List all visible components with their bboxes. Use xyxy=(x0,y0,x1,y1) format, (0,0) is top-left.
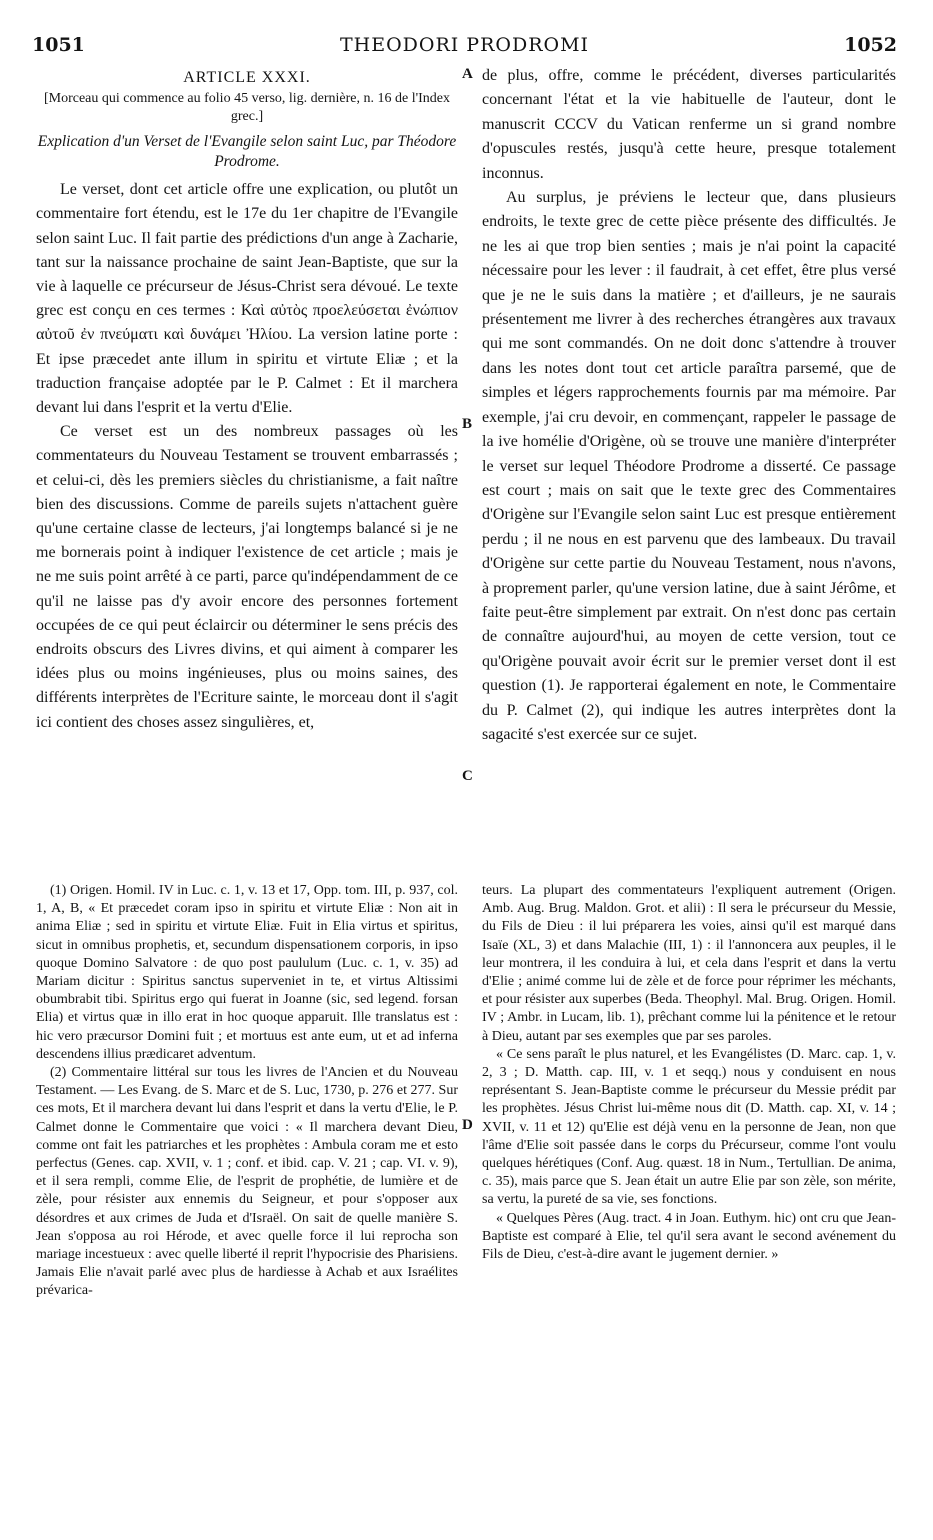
right-paragraph-2: Au surplus, je préviens le lecteur que, dans plusieurs endroits, le texte grec de cette pièce présente des difficultés. Je ne les ai que trop bien senties ; mais je n'ai point la capacité nécessaire pour les lever : il faudrait, à cet effet, être plus versé que je ne le suis dans la matière ; et d'ailleurs, je ne saurais présentement me livrer à des recherches étrangères aux travaux qui me sont commandés. On ne doit donc s'attendre à trouver dans les notes dont tout cet article paraîtra parsemé, que de simples et légers rapprochements fournis par ma mémoire. Par exemple, j'ai cru devoir, en commençant, rappeler le passage de la ive homélie d'Origène, où se trouve une manière d'interpréter le verset sur lequel Théodore Prodrome a disserté. Ce passage est court ; mais on sait que le texte grec des Commentaires d'Origène sur l'Evangile selon saint Luc est presque entièrement perdu ; il ne nous en est parvenu que des lambeaux. Du travail d'Origène sur cette partie du Nouveau Testament, nous n'avons, à proprement parler, qu'une version latine, due à saint Jérôme, et faite peut-être simplement par extrait. On n'est donc pas certain de connaître aujourd'hui, au moyen de cette version, tout ce qu'Origène pouvait avoir écrit sur le premier verset dont il est question (1). Je rapporterai également en note, le Commentaire du P. Calmet (2), qui indique les autres interprètes dont la sagacité s'est exercée sur ce sujet. xyxy=(482,189,896,743)
right-paragraph-1: de plus, offre, comme le précédent, diverses particularités concernant l'état et la vie habituelle de l'auteur, dont le manuscrit CCCV du Vatican renferme un si grand nombre d'opuscules restés, jusqu'à cette heure, presque totalement inconnus. xyxy=(482,67,896,182)
margin-letter-c: C xyxy=(462,768,473,784)
footnote-2-paragraph-3: « Quelques Pères (Aug. tract. 4 in Joan. Euthym. hic) ont cru que Jean-Baptiste est comparé à Elie, tel qu'il sera avant le second avénement du Fils de Dieu, c'est-à-dire avant le jugement dernier. » xyxy=(482,1210,896,1263)
left-main-column xyxy=(36,66,458,735)
right-footnotes xyxy=(482,882,896,1264)
footnote-2-continued: teurs. La plupart des commentateurs l'expliquent autrement (Origen. Amb. Aug. Brug. Maldon. Grot. et alii) : Il sera le précurseur du Messie, du Fils de Dieu : il lui préparera les voies, ainsi qu'il est marqué dans Isaïe (XL, 3) et dans Malachie (III, 1) : il l'annoncera aux peuples, il le leur montrera, il les conduira à lui, et cela dans l'esprit et dans la vertu d'Elie ; animé comme lui de zèle et de force pour réprimer les méchants, et pour résister aux superbes (Beda. Theophyl. Mal. Brug. Origen. Homil. IV ; Ambr. in Lucam, lib. 1), prêchant comme lui la pénitence et le retour à Dieu, autant par ses exemples que par ses paroles. xyxy=(482,883,896,1044)
footnote-2-paragraph-2: « Ce sens paraît le plus naturel, et les Evangélistes (D. Marc. cap. 1, v. 2, 3 ; D. Matth. cap. III, v. 1 et seqq.) nous y conduisent en nous représentant S. Jean-Baptiste comme le précurseur du Messie prédit par les prophètes. Jésus Christ lui-même nous dit (D. Matth. cap. XI, v. 14 ; XVII, v. 11 et 12) qu'Elie est déjà venu en la personne de Jean, non que l'âme d'Elie soit passée dans le corps du Précurseur, comme l'ont voulu quelques hérétiques (Conf. Aug. quæst. 18 in Num., Tertullian. De anima, c. 35), mais parce que S. Jean était un autre Elie par son zèle, son mérite, sa vertu, la pureté de sa vie, ses fonctions. xyxy=(482,1046,896,1208)
right-main-column xyxy=(482,64,896,747)
page-header xyxy=(32,34,897,60)
running-title: THEODORI PRODROMI xyxy=(339,34,590,56)
left-paragraph-1: Le verset, dont cet article offre une explication, ou plutôt un commentaire fort étendu, est le 17e du 1er chapitre de l'Evangile selon saint Luc. Il fait partie des prédictions d'un ange à Zacharie, tant sur la naissance prochaine de saint Jean-Baptiste, que sur la vie à laquelle ce précurseur de Jésus-Christ sera dévoué. Le texte grec est conçu en ces termes : Καὶ αὐτὸς προελεύσεται ἐνώπιον αὐτοῦ ἐν πνεύματι καὶ δυνάμει Ἠλίου. La version latine porte : Et ipse præcedet ante illum in spiritu et virtute Eliæ ; et la traduction française adoptée par le P. Calmet : Et il marchera devant lui dans l'esprit et la vertu d'Elie. xyxy=(36,181,458,417)
article-subtitle: Explication d'un Verset de l'Evangile selon saint Luc, par Théodore Prodrome. xyxy=(37,133,457,171)
article-source-note: [Morceau qui commence au folio 45 verso, lig. dernière, n. 16 de l'Index grec.] xyxy=(43,91,451,125)
footnote-1: (1) Origen. Homil. IV in Luc. c. 1, v. 13 et 17, Opp. tom. III, p. 937, col. 1, A, B, « Et præcedet coram ipso in spiritu et virtute Eliæ : Non ait in anima Eliæ ; sed in spiritu et virtute Eliæ. Fuit in Elia virtus et spiritus, sicut in omnibus prophetis, et, secundum dispensationem corporis, in ipso quoque Domino Salvatore : de quo post paululum (Luc. c. 1, v. 35) ad Mariam dicitur : Spiritus sanctus superveniet in te, et virtus Altissimi obumbrabit tibi. Spiritus ergo qui fuerat in Joanne (sic, sed legend. forsan Elia) et virtus quæ in illo erat in hoc quoque apparuit. Ille translatus est : hic vero præcursor Domini fuit ; et mortuus est ante eum, ut et ad inferna descendens illius prædicaret adventum. xyxy=(36,883,458,1062)
margin-letter-a: A xyxy=(462,66,473,82)
footnote-2: (2) Commentaire littéral sur tous les livres de l'Ancien et du Nouveau Testament. — Les Evang. de S. Marc et de S. Luc, 1730, p. 276 et 277. Sur ces mots, Et il marchera devant lui dans l'esprit et dans la vertu d'Elie, le P. Calmet donne le Commentaire que voici : « Il marchera devant Dieu, comme ont fait les patriarches et les prophètes : Ambula coram me et esto perfectus (Genes. cap. XVII, v. 1 ; conf. et ibid. cap. V. 21 ; cap. VI. v. 9), et il sera rempli, comme Elie, de l'esprit de prophétie, de lumière et de zèle, pour résister aux ennemis du Seigneur, et pour s'opposer aux désordres et aux crimes de Juda et d'Israël. On sait de quelle manière S. Jean s'opposa au roi Hérode, et avec quelle force il lui reprocha son mariage incestueux : avec quelle liberté il reprit l'hypocrisie des Pharisiens. Jamais Elie n'avait parlé avec plus de hardiesse à Achab et aux Israélites prévarica- xyxy=(36,1065,458,1299)
left-footnotes xyxy=(36,882,458,1301)
left-page-number: 1051 xyxy=(32,34,85,56)
margin-letter-d: D xyxy=(462,1117,473,1133)
article-title: ARTICLE XXXI. xyxy=(183,69,311,86)
margin-letter-b: B xyxy=(462,416,473,432)
right-page-number: 1052 xyxy=(844,34,897,56)
left-paragraph-2: Ce verset est un des nombreux passages où les commentateurs du Nouveau Testament se trouvent embarrassés ; et celui-ci, dès les premiers siècles du christianisme, a fait naître bien des discussions. Comme de pareils sujets n'attachent guère qu'une certaine classe de lecteurs, j'ai longtemps balancé si je ne me bornerais point à indiquer l'existence de cet article ; mais je ne me suis point arrêté à ce parti, parce qu'indépendamment de ce qu'il ne laisse pas d'y avoir encore des personnes fortement occupées de ce qui peut éclaircir ou déterminer le sens précis des endroits obscurs des Livres divins, et qui aiment à comparer les idées plus ou moins ingénieuses, plus ou moins saines, des différents interprètes de l'Ecriture sainte, le morceau dont il s'agit ici contient des choses assez singulières, et, xyxy=(36,423,458,731)
